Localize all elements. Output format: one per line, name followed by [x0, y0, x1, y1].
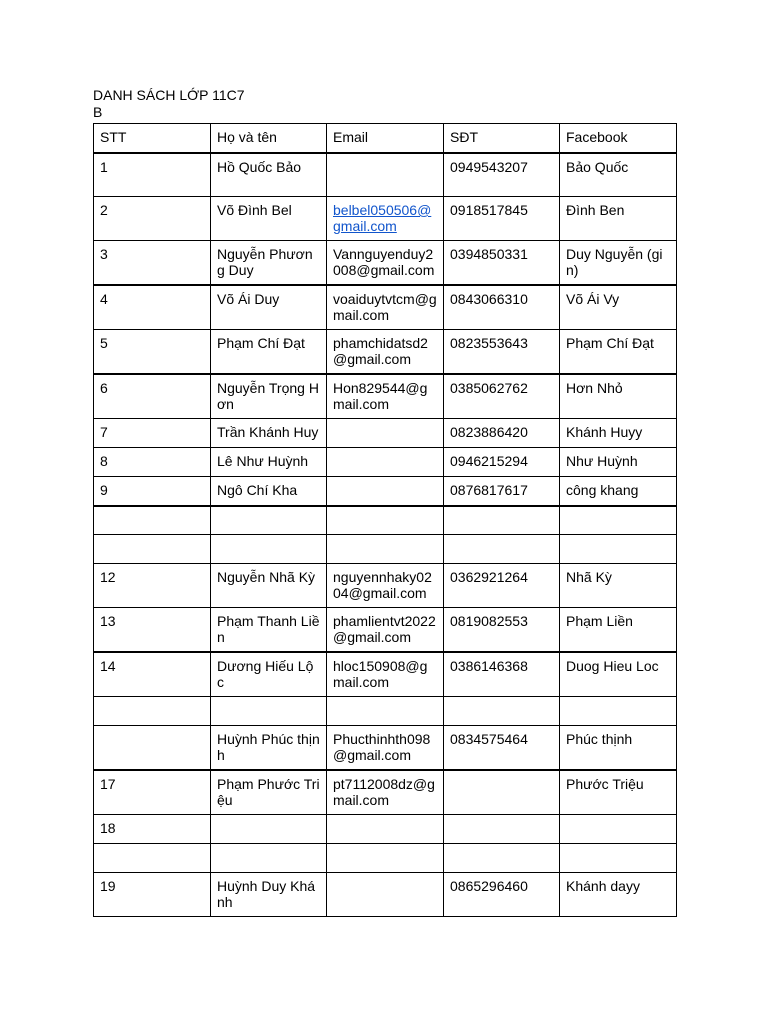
- cell-email: pt7112008dz@gmail.com: [327, 770, 444, 815]
- table-row: [94, 652, 677, 697]
- table-row: [94, 873, 677, 917]
- cell-stt: 14: [94, 652, 211, 697]
- cell-stt: 17: [94, 770, 211, 815]
- cell-facebook: công khang: [560, 477, 677, 506]
- cell-stt: 19: [94, 873, 211, 917]
- cell-stt: 1: [94, 153, 211, 197]
- cell-phone: 0823886420: [444, 419, 560, 448]
- cell-stt: [94, 726, 211, 771]
- cell-stt: 6: [94, 374, 211, 419]
- table-row: [94, 374, 677, 419]
- cell-email: [327, 419, 444, 448]
- cell-name: Lê Như Huỳnh: [211, 448, 327, 477]
- cell-name: Hồ Quốc Bảo: [211, 153, 327, 197]
- cell-facebook: Đình Ben: [560, 197, 677, 241]
- cell-facebook: [560, 535, 677, 564]
- table-row: [94, 477, 677, 506]
- cell-stt: [94, 697, 211, 726]
- table-header-row: [94, 124, 677, 153]
- table-row: [94, 419, 677, 448]
- cell-facebook: [560, 506, 677, 535]
- cell-email: phamchidatsd2@gmail.com: [327, 330, 444, 375]
- cell-facebook: Như Huỳnh: [560, 448, 677, 477]
- cell-email: Hon829544@gmail.com: [327, 374, 444, 419]
- table-row: [94, 448, 677, 477]
- cell-stt: 8: [94, 448, 211, 477]
- cell-stt: 5: [94, 330, 211, 375]
- cell-phone: 0865296460: [444, 873, 560, 917]
- cell-phone: 0843066310: [444, 285, 560, 330]
- cell-facebook: Duog Hieu Loc: [560, 652, 677, 697]
- header-name: Họ và tên: [211, 124, 327, 153]
- cell-stt: 3: [94, 241, 211, 286]
- cell-facebook: Bảo Quốc: [560, 153, 677, 197]
- cell-facebook: Nhã Kỳ: [560, 564, 677, 608]
- header-facebook: Facebook: [560, 124, 677, 153]
- table-row-empty: [94, 844, 677, 873]
- cell-facebook: Khánh dayy: [560, 873, 677, 917]
- cell-phone: 0876817617: [444, 477, 560, 506]
- cell-email: nguyennhaky0204@gmail.com: [327, 564, 444, 608]
- cell-name: Ngô Chí Kha: [211, 477, 327, 506]
- cell-facebook: Duy Nguyễn (gin): [560, 241, 677, 286]
- cell-email: [327, 815, 444, 844]
- cell-stt: 9: [94, 477, 211, 506]
- cell-name: Huỳnh Phúc thịnh: [211, 726, 327, 771]
- table-row-empty: [94, 697, 677, 726]
- cell-email: [327, 873, 444, 917]
- cell-email: phamlientvt2022@gmail.com: [327, 608, 444, 653]
- cell-facebook: Võ Ái Vy: [560, 285, 677, 330]
- cell-phone: [444, 697, 560, 726]
- table-row: [94, 330, 677, 375]
- cell-phone: [444, 506, 560, 535]
- email-link[interactable]: belbel050506@gmail.com: [333, 202, 432, 234]
- header-email: Email: [327, 124, 444, 153]
- cell-email: [327, 844, 444, 873]
- cell-phone: [444, 844, 560, 873]
- cell-phone: 0385062762: [444, 374, 560, 419]
- table-row: [94, 815, 677, 844]
- cell-phone: 0819082553: [444, 608, 560, 653]
- cell-name: Nguyễn Trọng Hơn: [211, 374, 327, 419]
- cell-email: [327, 448, 444, 477]
- cell-phone: 0946215294: [444, 448, 560, 477]
- title-line-2: B: [93, 104, 103, 120]
- cell-phone: 0918517845: [444, 197, 560, 241]
- cell-name: Nguyễn Phương Duy: [211, 241, 327, 286]
- cell-stt: 13: [94, 608, 211, 653]
- table-row: [94, 153, 677, 197]
- cell-facebook: [560, 815, 677, 844]
- table-row: [94, 241, 677, 286]
- cell-name: Nguyễn Nhã Kỳ: [211, 564, 327, 608]
- cell-name: [211, 815, 327, 844]
- cell-stt: [94, 844, 211, 873]
- cell-stt: 18: [94, 815, 211, 844]
- table-row: [94, 608, 677, 653]
- cell-facebook: Phước Triệu: [560, 770, 677, 815]
- cell-email: Vannguyenduy2008@gmail.com: [327, 241, 444, 286]
- cell-facebook: Hơn Nhỏ: [560, 374, 677, 419]
- cell-email: [327, 697, 444, 726]
- cell-stt: [94, 506, 211, 535]
- cell-email: [327, 153, 444, 197]
- cell-facebook: Phạm Chí Đạt: [560, 330, 677, 375]
- cell-name: [211, 535, 327, 564]
- cell-name: Phạm Chí Đạt: [211, 330, 327, 375]
- header-phone: SĐT: [444, 124, 560, 153]
- cell-phone: 0386146368: [444, 652, 560, 697]
- cell-stt: 12: [94, 564, 211, 608]
- document-title: [93, 87, 245, 121]
- cell-stt: [94, 535, 211, 564]
- cell-email: Phucthinhth098@gmail.com: [327, 726, 444, 771]
- cell-name: Trần Khánh Huy: [211, 419, 327, 448]
- table-row: [94, 564, 677, 608]
- cell-name: Dương Hiếu Lộc: [211, 652, 327, 697]
- cell-phone: 0823553643: [444, 330, 560, 375]
- cell-facebook: [560, 844, 677, 873]
- cell-phone: [444, 815, 560, 844]
- cell-name: [211, 844, 327, 873]
- cell-phone: 0949543207: [444, 153, 560, 197]
- table-row: [94, 770, 677, 815]
- cell-email: hloc150908@gmail.com: [327, 652, 444, 697]
- cell-stt: 4: [94, 285, 211, 330]
- cell-facebook: Phạm Liền: [560, 608, 677, 653]
- table-row: [94, 197, 677, 241]
- cell-stt: 2: [94, 197, 211, 241]
- cell-facebook: Khánh Huyy: [560, 419, 677, 448]
- cell-facebook: [560, 697, 677, 726]
- cell-name: Võ Đình Bel: [211, 197, 327, 241]
- cell-stt: 7: [94, 419, 211, 448]
- cell-email: [327, 535, 444, 564]
- cell-name: Phạm Thanh Liền: [211, 608, 327, 653]
- cell-phone: [444, 535, 560, 564]
- table-row-empty: [94, 535, 677, 564]
- cell-name: Võ Ái Duy: [211, 285, 327, 330]
- cell-facebook: Phúc thịnh: [560, 726, 677, 771]
- cell-phone: 0362921264: [444, 564, 560, 608]
- cell-name: Huỳnh Duy Khánh: [211, 873, 327, 917]
- cell-phone: 0834575464: [444, 726, 560, 771]
- header-stt: STT: [94, 124, 211, 153]
- table-row: [94, 726, 677, 771]
- cell-name: Phạm Phước Triệu: [211, 770, 327, 815]
- cell-phone: 0394850331: [444, 241, 560, 286]
- table-row-empty: [94, 506, 677, 535]
- cell-phone: [444, 770, 560, 815]
- cell-name: [211, 506, 327, 535]
- cell-name: [211, 697, 327, 726]
- title-line-1: DANH SÁCH LỚP 11C7: [93, 87, 245, 103]
- class-roster-table: [93, 123, 677, 917]
- cell-email: [327, 477, 444, 506]
- cell-email: voaiduytvtcm@gmail.com: [327, 285, 444, 330]
- cell-email: [327, 197, 444, 241]
- table-row: [94, 285, 677, 330]
- cell-email: [327, 506, 444, 535]
